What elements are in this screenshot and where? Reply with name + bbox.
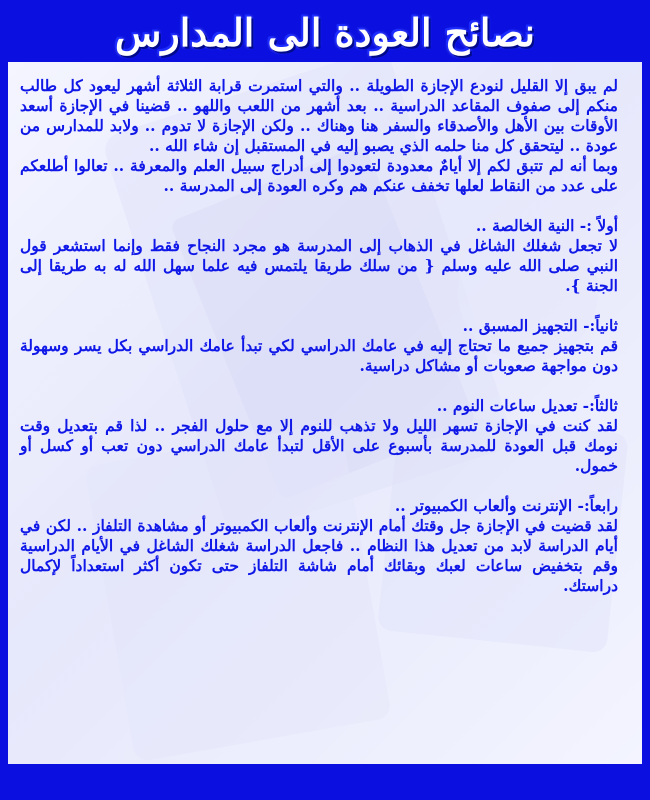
section-heading: رابعاً:- الإنترنت وألعاب الكمبيوتر .. bbox=[394, 496, 618, 515]
footer-bar bbox=[0, 764, 650, 800]
content-panel bbox=[8, 62, 642, 764]
section-body: لا تجعل شغلك الشاغل في الذهاب إلى المدرسة هو مجرد النجاح فقط وإنما استشعر قول النبي صلى الله عليه وسلم { من سلك طريقا يلتمس فيه علما سهل الله له به طريقا إلى الجنة }. bbox=[20, 236, 618, 295]
section-body: لقد كنت في الإجازة تسهر الليل ولا تذهب للنوم إلا مع حلول الفجر .. لذا قم بتعديل وقت نومك قبل العودة للمدرسة بأسبوع على الأقل لتبدأ عامك الدراسي دون تعب أو كسل أو خمول. bbox=[20, 416, 618, 475]
page-title: نصائح العودة الى المدارس bbox=[115, 10, 535, 55]
article-body bbox=[20, 76, 618, 596]
section-body: قم بتجهيز جميع ما تحتاج إليه في عامك الدراسي لكي تبدأ عامك الدراسي بكل يسر وسهولة دون مواجهة صعوبات أو مشاكل دراسية. bbox=[20, 336, 618, 375]
section-heading: ثانياً:- التجهيز المسبق .. bbox=[462, 316, 618, 335]
intro-paragraph: لم يبق إلا القليل لنودع الإجازة الطويلة .. والتي استمرت قرابة الثلاثة أشهر ليعود كل طالب منكم إلى صفوف المقاعد الدراسية .. بعد أشهر من اللعب واللهو .. قضينا في الإجازة أسعد الأوقات بين الأهل والأصدقاء والسفر هنا وهناك .. ولكن الإجازة لا تدوم .. ولابد للمدارس من عودة .. ليتحقق كل منا حلمه الذي يصبو إليه في المستقبل إن شاء الله .. bbox=[20, 76, 618, 155]
section-heading: ثالثاً:- تعديل ساعات النوم .. bbox=[436, 396, 618, 415]
title-banner bbox=[0, 0, 650, 62]
section-heading: أولاً :- النية الخالصة .. bbox=[475, 216, 618, 235]
section-body: لقد قضيت في الإجازة جل وقتك أمام الإنترنت وألعاب الكمبيوتر أو مشاهدة التلفاز .. لكن في أيام الدراسة لابد من تعديل هذا النظام .. فاجعل الدراسة شغلك الشاغل في الأيام الدراسية وقم بتخفيض ساعات لعبك وبقائك أمام شاشة التلفاز حتى تكون أكثر استعداداً لإكمال دراستك. bbox=[20, 516, 618, 595]
intro-paragraph: وبما أنه لم تتبق لكم إلا أيامٌ معدودة لتعودوا إلى أدراج سبيل العلم والمعرفة .. تعالوا أطلعكم على عدد من النقاط لعلها تخفف عنكم هم وكره العودة إلى المدرسة .. bbox=[20, 156, 618, 195]
